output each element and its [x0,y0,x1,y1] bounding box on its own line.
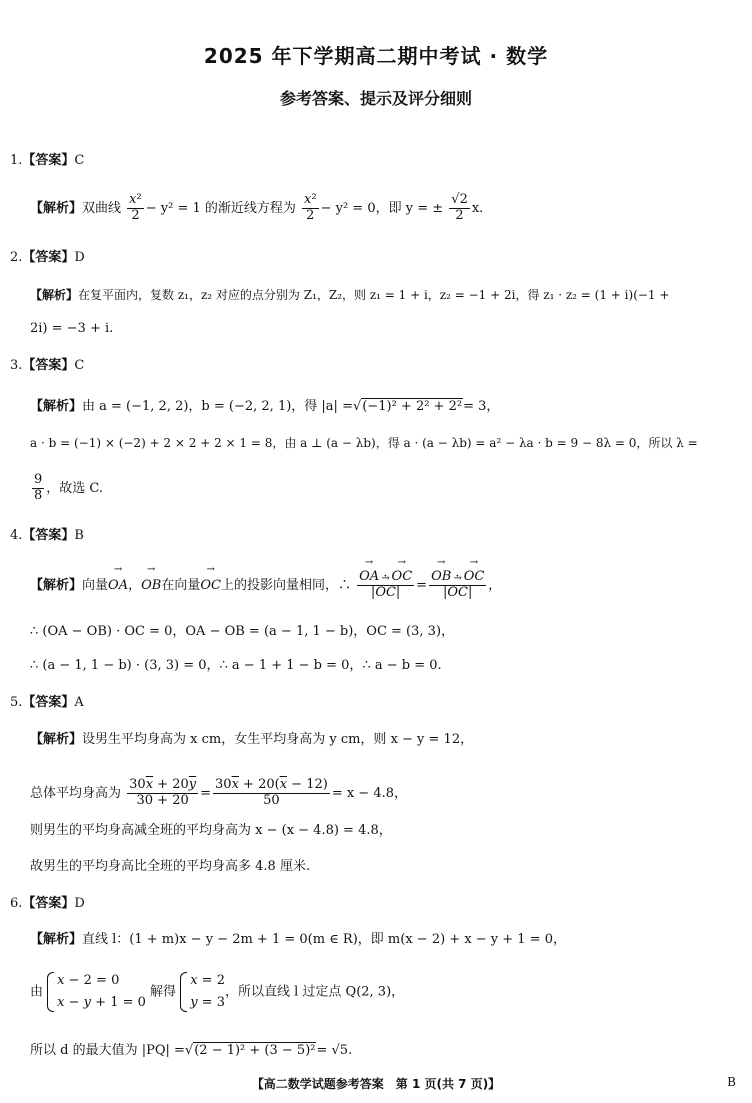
paper-version-letter: B [727,1075,736,1089]
analysis-2-line-2: 2i) = −3 + i. [30,321,114,336]
analysis-5-line-3: 则男生的平均身高减全班的平均身高为 x − (x − 4.8) = 4.8， [30,823,392,838]
answer-6: 6.【答案】D [10,896,85,911]
analysis-6-line-3: 所以 d 的最大值为 |PQ| =√(2 − 1)² + (3 − 5)²= √5. [30,1043,353,1058]
analysis-5-line-1: 【解析】设男生平均身高为 x cm，女生平均身高为 y cm，则 x − y = 12， [30,732,474,747]
answer-3: 3.【答案】C [10,358,85,373]
page-footer: 【高二数学试题参考答案 第 1 页(共 7 页)】 [251,1077,501,1091]
analysis-2-line-1: 【解析】在复平面内，复数 z₁，z₂ 对应的点分别为 Z₁，Z₂，则 z₁ = 1 + i，z₂ = −1 + 2i，得 z₁ · z₂ = (1 + i)(−1 + [30,288,670,302]
answer-5: 5.【答案】A [10,695,84,710]
analysis-3-line-1: 【解析】由 a = (−1, 2, 2)，b = (−2, 2, 1)，得 |a| =√(−1)² + 2² + 2²= 3， [30,399,500,414]
analysis-5-line-2: 总体平均身高为 $\frac{30\overline{x} + 20\overline{y}}{30 + 20}$ = $\frac{30\overline{x} + 20(\overline{x} - 12)}{50}$ = x − 4.8， [30,777,408,808]
answer-2: 2.【答案】D [10,250,85,265]
analysis-3-line-3: $\frac{9}{8}$ ，故选 C. [34,472,104,503]
analysis-6-line-1: 【解析】直线 l：(1 + m)x − y − 2m + 1 = 0(m ∈ R)，即 m(x − 2) + x − y + 1 = 0， [30,932,567,947]
analysis-5-line-4: 故男生的平均身高比全班的平均身高多 4.8 厘米. [30,859,311,874]
analysis-6-line-2: 由 x − 2 = 0 x − y + 1 = 0 解得 x = 2 y = 3 ，所以直线 l 过定点 Q(2, 3)， [30,970,404,1014]
analysis-4-line-3: ∴ (a − 1, 1 − b) · (3, 3) = 0，∴ a − 1 + 1 − b = 0，∴ a − b = 0. [30,658,442,673]
analysis-4-line-2: ∴ (OA − OB) · OC = 0，OA − OB = (a − 1, 1 − b)，OC = (3, 3)， [30,624,455,639]
page-title: 2025 年下学期高二期中考试 · 数学 [203,44,549,68]
answer-1: 1.【答案】C [10,153,85,168]
analysis-1: 【解析】双曲线 $\frac{\text{x²}}{2}$ − y² = 1 的渐近线方程为 $\frac{\text{x²}}{2}$ − y² = 0，即 y = ± $\frac{√2}{2}$ x. [30,192,484,223]
analysis-3-line-2: a · b = (−1) × (−2) + 2 × 2 + 2 × 1 = 8，由 a ⊥ (a − λb)，得 a · (a − λb) = a² − λa · b = 9 − 8λ = 0，所以 λ = [30,436,698,450]
answer-4: 4.【答案】B [10,528,84,543]
page-subtitle: 参考答案、提示及评分细则 [279,89,472,108]
analysis-4-line-1: 【解析】向量→ OA，→ OB在向量→ OC上的投影向量相同，∴ → $\frac{OA \cdot \to OC}{|\to OC|}$ = → $\frac{OB \cdot \to OC}{|\to OC|}$ ， [30,570,501,601]
